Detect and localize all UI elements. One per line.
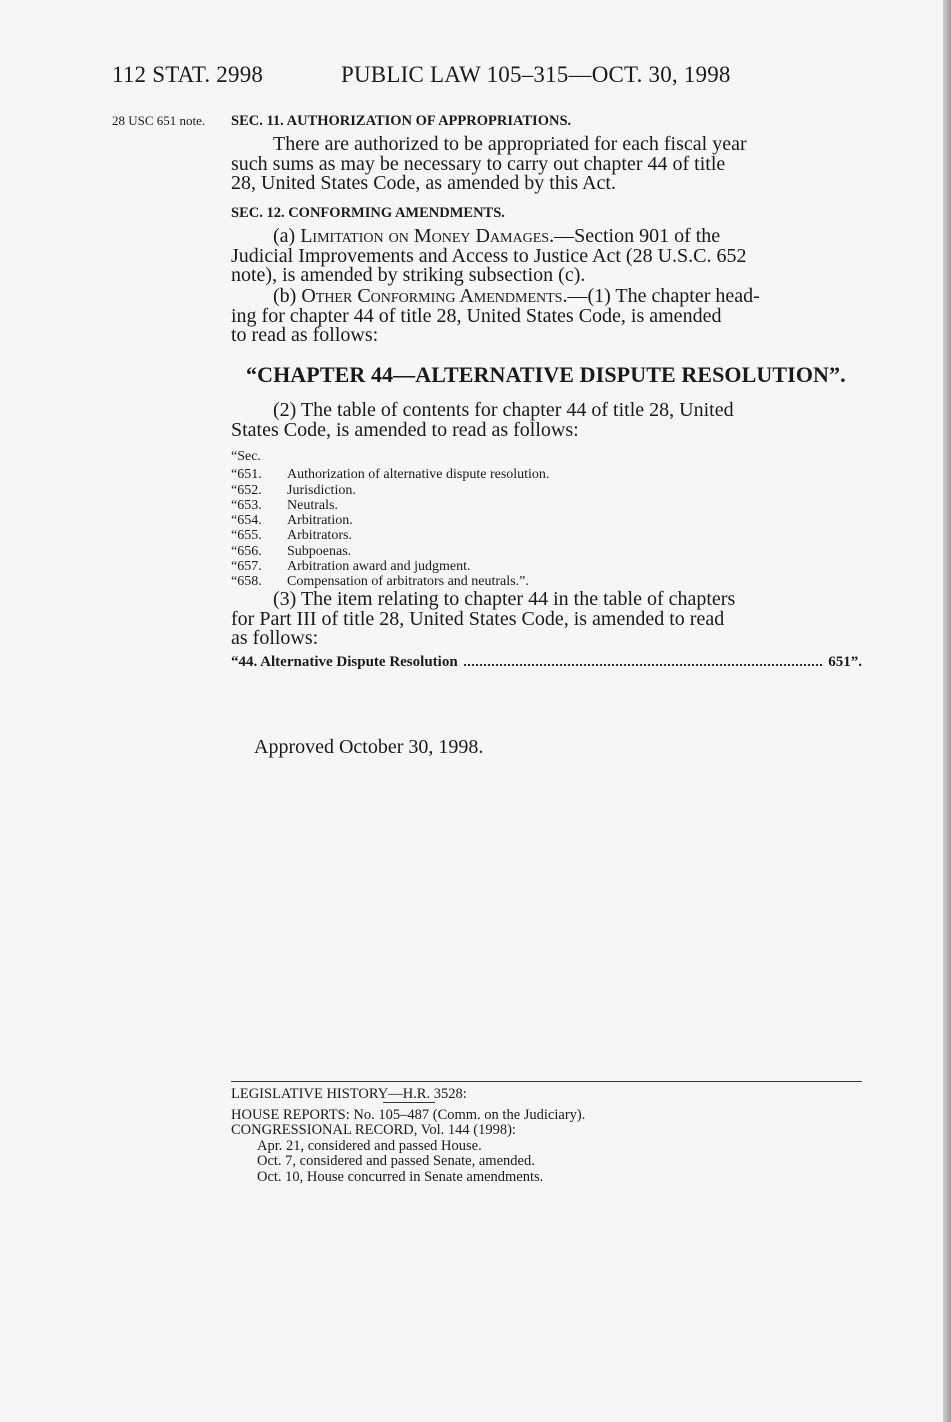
section-11-heading: SEC. 11. AUTHORIZATION OF APPROPRIATIONS. (231, 113, 572, 129)
toc-row (231, 483, 549, 498)
toc-title: Arbitration. (287, 513, 353, 529)
toc-row (231, 498, 549, 513)
paragraph-3 (231, 590, 862, 649)
toc-title: Authorization of alternative dispute resolution. (287, 467, 550, 483)
chapter-item-page: 651”. (828, 654, 862, 670)
toc-number: “655. (231, 528, 262, 544)
toc-row (231, 513, 549, 528)
body-line (231, 227, 862, 247)
toc-number: “651. (231, 467, 262, 483)
paragraph-2 (231, 401, 862, 440)
chapter-table-item (231, 654, 862, 671)
toc-row (231, 528, 549, 543)
toc-row (231, 467, 549, 482)
history-action: Apr. 21, considered and passed House. (257, 1137, 482, 1154)
toc-title: Subpoenas. (287, 543, 352, 559)
legislative-history (231, 1087, 585, 1185)
toc-number: “657. (231, 559, 262, 575)
body-line: such sums as may be necessary to carry out chapter 44 of title (231, 152, 726, 175)
toc-number: “658. (231, 574, 262, 590)
running-head: PUBLIC LAW 105–315—OCT. 30, 1998 (341, 62, 731, 87)
body-line: for Part III of title 28, United States Code, is amended to read (231, 607, 725, 630)
toc-title: Jurisdiction. (287, 482, 356, 498)
body-line: note), is amended by striking subsection (c). (231, 264, 586, 286)
body-line: 28, United States Code, as amended by this Act. (231, 172, 616, 194)
divider (231, 1081, 862, 1082)
toc-title: Arbitrators. (287, 528, 352, 544)
toc-title: Compensation of arbitrators and neutrals.”. (287, 574, 529, 590)
toc-number: “653. (231, 497, 262, 513)
body-line: States Code, is amended to read as follows: (231, 418, 579, 441)
subsection-b (231, 287, 862, 346)
history-action: Oct. 7, considered and passed Senate, amended. (257, 1153, 535, 1169)
body-line (231, 287, 862, 307)
history-action: Oct. 10, House concurred in Senate amendments. (257, 1168, 544, 1185)
margin-note: 28 USC 651 note. (112, 113, 206, 128)
toc-number: “652. (231, 482, 262, 498)
toc-header: “Sec. (231, 449, 261, 464)
toc-row (231, 544, 549, 559)
section-12-heading: SEC. 12. CONFORMING AMENDMENTS. (231, 205, 505, 221)
chapter-item-label: “44. Alternative Dispute Resolution (231, 654, 458, 670)
toc-title: Arbitration award and judgment. (287, 559, 471, 575)
body-line: ing for chapter 44 of title 28, United States Code, is amended (231, 304, 722, 327)
house-reports: HOUSE REPORTS: No. 105–487 (Comm. on the Judiciary). (231, 1106, 586, 1123)
congressional-record: CONGRESSIONAL RECORD, Vol. 144 (1998): (231, 1122, 516, 1138)
toc-number: “656. (231, 543, 262, 559)
body-line: as follows: (231, 627, 319, 649)
toc-number: “654. (231, 513, 262, 529)
toc-row (231, 559, 549, 574)
toc-title: Neutrals. (287, 497, 338, 513)
subsection-a (231, 227, 862, 286)
body-line: (2) The table of contents for chapter 44 of title 28, United (273, 399, 734, 421)
subsection-caption: Limitation on Money Damages. (300, 225, 555, 247)
body-line: to read as follows: (231, 324, 379, 346)
dot-leader (464, 663, 823, 666)
body-line: (3) The item relating to chapter 44 in the table of chapters (273, 588, 736, 610)
statute-page-number: 112 STAT. 2998 (112, 62, 264, 87)
legislative-history-title: LEGISLATIVE HISTORY—H.R. 3528: (231, 1086, 467, 1102)
body-text: —Section 901 of the (554, 225, 721, 247)
page-edge (943, 0, 951, 1422)
subsection-caption: Other Conforming Amendments. (301, 285, 568, 307)
subsection-prefix: (a) (273, 225, 296, 247)
section-11-body (231, 135, 862, 194)
body-line: There are authorized to be appropriated for each fiscal year (273, 133, 747, 155)
subsection-prefix: (b) (273, 285, 297, 307)
body-line: Judicial Improvements and Access to Justice Act (28 U.S.C. 652 (231, 244, 747, 267)
body-text: —(1) The chapter head- (567, 285, 760, 307)
approval-date: Approved October 30, 1998. (254, 736, 484, 758)
chapter-title: “CHAPTER 44—ALTERNATIVE DISPUTE RESOLUTION”. (246, 362, 846, 387)
table-of-contents (231, 449, 549, 590)
